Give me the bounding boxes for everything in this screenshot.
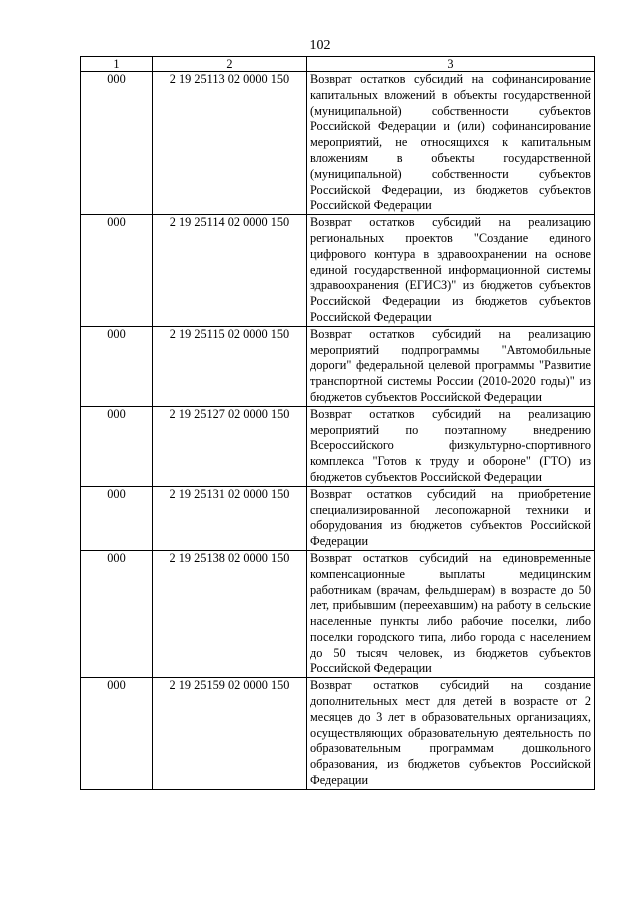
table-row: [81, 326, 595, 406]
column-number-2: 2: [153, 57, 307, 72]
income-name-cell: Возврат остатков субсидий на создание дополнительных мест для детей в возрасте от 2 месяцев до 3 лет в образовательных организациях, осуществляющих образовательную деятельность по образовательным программам дошкольного образования, из бюджетов субъектов Российской Федерации: [307, 678, 595, 790]
budget-code-cell: 2 19 25115 02 0000 150: [153, 326, 307, 406]
income-name-cell: Возврат остатков субсидий на единовременные компенсационные выплаты медицинским работникам (врачам, фельдшерам) в возрасте до 50 лет, прибывшим (переехавшим) на работу в сельские населенные пункты либо рабочие поселки, либо поселки городского типа, либо города с населением до 50 тысяч человек, из бюджетов субъектов Российской Федерации: [307, 550, 595, 677]
budget-classification-table: [80, 56, 595, 790]
admin-code-cell: 000: [81, 678, 153, 790]
table-row: [81, 486, 595, 550]
admin-code-cell: 000: [81, 72, 153, 215]
budget-code-cell: 2 19 25113 02 0000 150: [153, 72, 307, 215]
table-row: [81, 406, 595, 486]
admin-code-cell: 000: [81, 215, 153, 327]
admin-code-cell: 000: [81, 326, 153, 406]
column-number-1: 1: [81, 57, 153, 72]
income-name-cell: Возврат остатков субсидий на реализацию мероприятий по поэтапному внедрению Всероссийского физкультурно-спортивного комплекса "Готов к труду и обороне" (ГТО) из бюджетов субъектов Российской Федерации: [307, 406, 595, 486]
column-number-3: 3: [307, 57, 595, 72]
budget-code-cell: 2 19 25127 02 0000 150: [153, 406, 307, 486]
table-row: [81, 72, 595, 215]
table-row: [81, 678, 595, 790]
admin-code-cell: 000: [81, 486, 153, 550]
table-row: [81, 550, 595, 677]
admin-code-cell: 000: [81, 406, 153, 486]
income-name-cell: Возврат остатков субсидий на приобретение специализированной лесопожарной техники и оборудования из бюджетов субъектов Российской Федерации: [307, 486, 595, 550]
table-row: [81, 215, 595, 327]
table-header-row: [81, 57, 595, 72]
page-number: 102: [309, 38, 331, 53]
budget-code-cell: 2 19 25131 02 0000 150: [153, 486, 307, 550]
budget-code-cell: 2 19 25138 02 0000 150: [153, 550, 307, 677]
admin-code-cell: 000: [81, 550, 153, 677]
income-name-cell: Возврат остатков субсидий на реализацию мероприятий подпрограммы "Автомобильные дороги" федеральной целевой программы "Развитие транспортной системы России (2010-2020 годы)" из бюджетов субъектов Российской Федерации: [307, 326, 595, 406]
budget-code-cell: 2 19 25159 02 0000 150: [153, 678, 307, 790]
budget-code-cell: 2 19 25114 02 0000 150: [153, 215, 307, 327]
income-name-cell: Возврат остатков субсидий на реализацию региональных проектов "Создание единого цифрового контура в здравоохранении на основе единой государственной информационной системы здравоохранения (ЕГИСЗ)" из бюджетов субъектов Российской Федерации из бюджетов субъектов Российской Федерации: [307, 215, 595, 327]
income-name-cell: Возврат остатков субсидий на софинансирование капитальных вложений в объекты государственной (муниципальной) собственности субъектов Российской Федерации и (или) софинансирование мероприятий, не относящихся к капитальным вложениям в объекты государственной (муниципальной) собственности субъектов Российской Федерации, из бюджетов субъектов Российской Федерации: [307, 72, 595, 215]
